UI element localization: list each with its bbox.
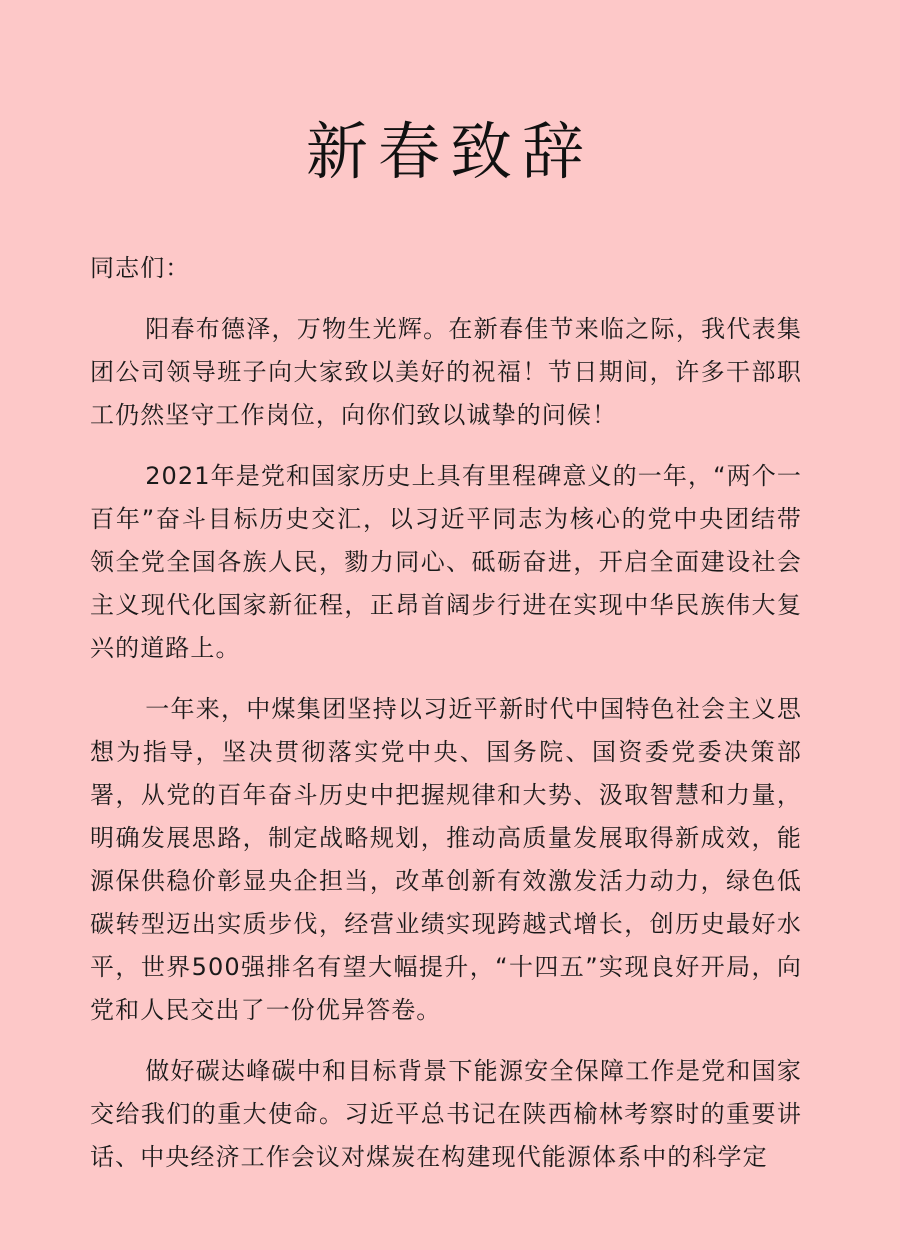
page-title: 新春致辞 bbox=[305, 115, 594, 188]
paragraph-mission: 做好碳达峰碳中和目标背景下能源安全保障工作是党和国家交给我们的重大使命。习近平总书记在陕西榆林考察时的重要讲话、中央经济工作会议对煤炭在构建现代能源体系中的科学定 bbox=[90, 1057, 802, 1171]
document-body bbox=[90, 247, 802, 1197]
paragraph-2021-review: 2021年是党和国家历史上具有里程碑意义的一年，“两个一百年”奋斗目标历史交汇，以习近平同志为核心的党中央团结带领全党全国各族人民，勠力同心、砥砺奋进，开启全面建设社会主义现代化国家新征程，正昂首阔步行进在实现中华民族伟大复兴的道路上。 bbox=[90, 462, 802, 662]
salutation: 同志们： bbox=[90, 254, 191, 282]
paragraph-achievements: 一年来，中煤集团坚持以习近平新时代中国特色社会主义思想为指导，坚决贯彻落实党中央、国务院、国资委党委决策部署，从党的百年奋斗历史中把握规律和大势、汲取智慧和力量，明确发展思路，制定战略规划，推动高质量发展取得新成效，能源保供稳价彰显央企担当，改革创新有效激发活力动力，绿色低碳转型迈出实质步伐，经营业绩实现跨越式增长，创历史最好水平，世界500强排名有望大幅提升，“十四五”实现良好开局，向党和人民交出了一份优异答卷。 bbox=[90, 695, 802, 1024]
paragraph-greeting: 阳春布德泽，万物生光辉。在新春佳节来临之际，我代表集团公司领导班子向大家致以美好的祝福！节日期间，许多干部职工仍然坚守工作岗位，向你们致以诚挚的问候！ bbox=[90, 315, 802, 429]
